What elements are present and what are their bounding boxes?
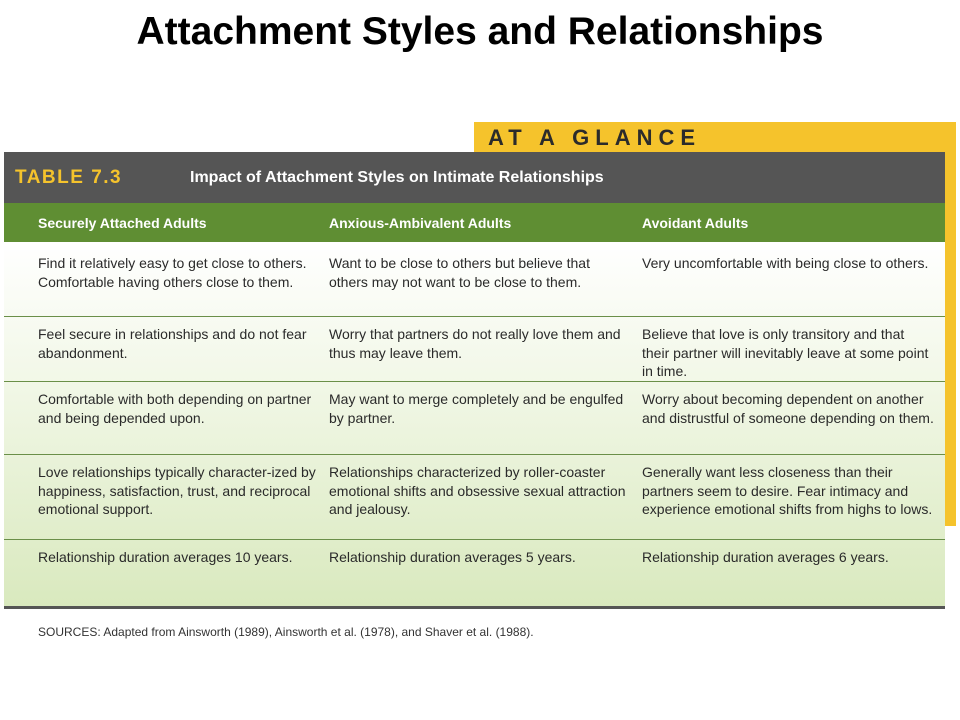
table-row (4, 540, 945, 606)
table-cell: Worry about becoming dependent on another and distrustful of someone depending on them. (642, 391, 934, 426)
table-cell: Want to be close to others but believe that others may not want to be close to them. (329, 255, 590, 290)
table-cell: Feel secure in relationships and do not fear abandonment. (38, 326, 307, 361)
table-cell: Relationship duration averages 5 years. (329, 549, 576, 565)
table-cell: Love relationships typically character-ized by happiness, satisfaction, trust, and reciprocal emotional support. (38, 464, 316, 517)
table-cell: Believe that love is only transitory and that their partner will inevitably leave at some point in time. (642, 326, 929, 379)
table-number: TABLE 7.3 (15, 166, 123, 188)
sources-note: SOURCES: Adapted from Ainsworth (1989), Ainsworth et al. (1978), and Shaver et al. (1988). (38, 625, 534, 639)
table-row (4, 242, 945, 317)
table-cell: Very uncomfortable with being close to others. (642, 255, 929, 271)
table-caption: Impact of Attachment Styles on Intimate Relationships (190, 168, 604, 186)
column-header-avoidant: Avoidant Adults (642, 214, 749, 231)
table-cell: May want to merge completely and be engulfed by partner. (329, 391, 624, 426)
table-cell: Relationships characterized by roller-coaster emotional shifts and obsessive sexual attraction and jealousy. (329, 464, 626, 517)
table-cell: Generally want less closeness than their partners seem to desire. Fear intimacy and experience emotional shifts from highs to lows. (642, 464, 933, 517)
column-header-secure: Securely Attached Adults (38, 214, 207, 231)
table-cell: Relationship duration averages 10 years. (38, 549, 293, 565)
table-row (4, 382, 945, 455)
table-row (4, 455, 945, 540)
column-header-row (4, 203, 945, 242)
table-header (4, 152, 945, 203)
table-body (4, 242, 945, 609)
table-cell: Relationship duration averages 6 years. (642, 549, 889, 565)
attachment-table (4, 152, 945, 609)
table-row (4, 317, 945, 382)
slide-title: Attachment Styles and Relationships (136, 10, 824, 53)
table-cell: Find it relatively easy to get close to others. Comfortable having others close to them. (38, 255, 307, 290)
at-a-glance-label: AT A GLANCE (488, 125, 702, 150)
table-cell: Comfortable with both depending on partner and being depended upon. (38, 391, 312, 426)
column-header-anxious: Anxious-Ambivalent Adults (329, 214, 512, 231)
table-cell: Worry that partners do not really love them and thus may leave them. (329, 326, 621, 361)
